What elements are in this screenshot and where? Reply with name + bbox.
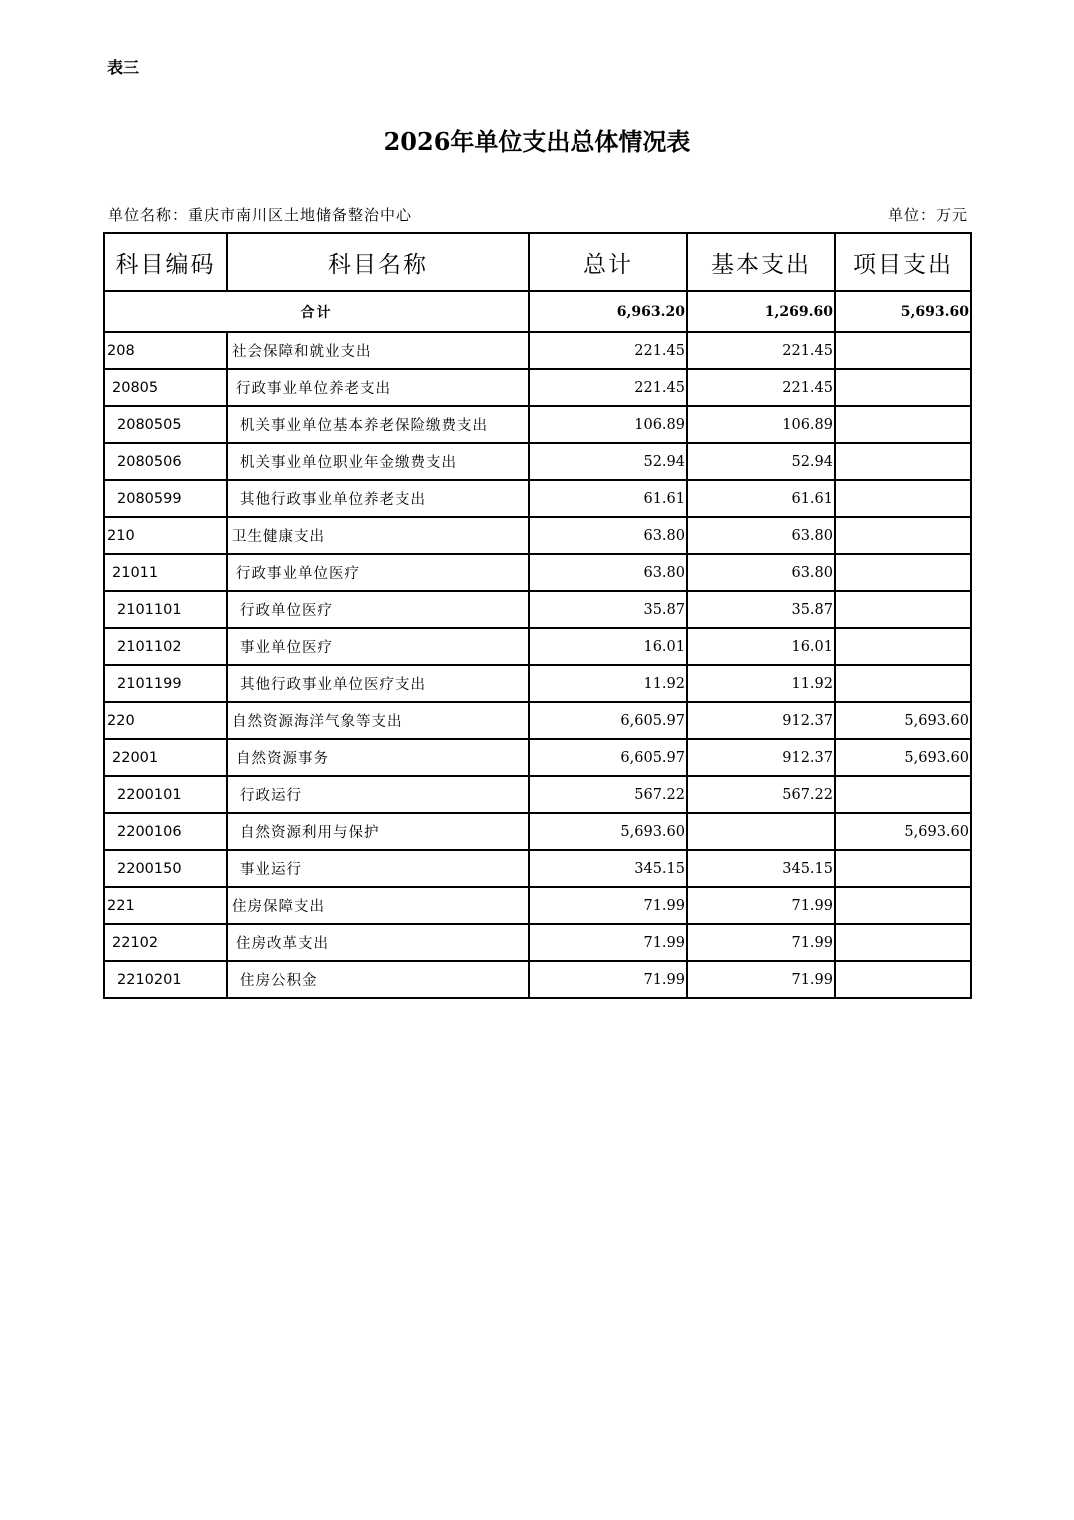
subject-code-cell: 210 <box>104 517 227 554</box>
subject-name-cell: 行政单位医疗 <box>227 591 529 628</box>
project-expenditure-cell <box>835 369 971 406</box>
total-value-cell: 61.61 <box>529 480 687 517</box>
subject-code-cell: 2080505 <box>104 406 227 443</box>
subject-name-cell: 行政事业单位养老支出 <box>227 369 529 406</box>
subject-name-cell: 卫生健康支出 <box>227 517 529 554</box>
subject-name-cell: 其他行政事业单位医疗支出 <box>227 665 529 702</box>
table-row <box>104 332 971 369</box>
subject-code-cell: 220 <box>104 702 227 739</box>
basic-expenditure-cell: 71.99 <box>687 924 835 961</box>
header-project-expenditure: 项目支出 <box>835 233 971 291</box>
project-expenditure-cell <box>835 332 971 369</box>
total-value-cell: 6,605.97 <box>529 702 687 739</box>
total-value-cell: 71.99 <box>529 887 687 924</box>
subject-code-cell: 21011 <box>104 554 227 591</box>
header-subject-name: 科目名称 <box>227 233 529 291</box>
subject-code-cell: 2200150 <box>104 850 227 887</box>
table-row <box>104 480 971 517</box>
total-value-cell: 11.92 <box>529 665 687 702</box>
table-row <box>104 813 971 850</box>
total-value-cell: 16.01 <box>529 628 687 665</box>
table-header-row <box>104 233 971 291</box>
basic-expenditure-cell: 71.99 <box>687 887 835 924</box>
project-expenditure-cell <box>835 665 971 702</box>
project-expenditure-cell <box>835 554 971 591</box>
project-expenditure-cell <box>835 961 971 998</box>
subject-name-cell: 自然资源利用与保护 <box>227 813 529 850</box>
total-value-cell: 63.80 <box>529 517 687 554</box>
subject-name-cell: 自然资源事务 <box>227 739 529 776</box>
basic-expenditure-cell: 221.45 <box>687 369 835 406</box>
subject-name-cell: 自然资源海洋气象等支出 <box>227 702 529 739</box>
table-row <box>104 702 971 739</box>
table-row <box>104 591 971 628</box>
subject-code-cell: 2200101 <box>104 776 227 813</box>
basic-expenditure-cell: 567.22 <box>687 776 835 813</box>
subject-code-cell: 2101101 <box>104 591 227 628</box>
subject-code-cell: 2080506 <box>104 443 227 480</box>
total-total-value: 6,963.20 <box>529 291 687 332</box>
basic-expenditure-cell: 221.45 <box>687 332 835 369</box>
subject-name-cell: 社会保障和就业支出 <box>227 332 529 369</box>
table-row <box>104 924 971 961</box>
total-value-cell: 345.15 <box>529 850 687 887</box>
header-subject-code: 科目编码 <box>104 233 227 291</box>
table-row <box>104 628 971 665</box>
basic-expenditure-cell: 71.99 <box>687 961 835 998</box>
project-expenditure-cell <box>835 776 971 813</box>
project-expenditure-cell <box>835 443 971 480</box>
basic-expenditure-cell: 912.37 <box>687 702 835 739</box>
subject-name-cell: 住房公积金 <box>227 961 529 998</box>
document-title: 2026年单位支出总体情况表 <box>383 127 691 156</box>
project-expenditure-cell <box>835 517 971 554</box>
table-row <box>104 406 971 443</box>
subject-code-cell: 2101199 <box>104 665 227 702</box>
basic-expenditure-cell: 106.89 <box>687 406 835 443</box>
subject-code-cell: 2080599 <box>104 480 227 517</box>
basic-expenditure-cell: 912.37 <box>687 739 835 776</box>
subject-code-cell: 22102 <box>104 924 227 961</box>
subject-code-cell: 2200106 <box>104 813 227 850</box>
table-row <box>104 517 971 554</box>
project-expenditure-cell <box>835 628 971 665</box>
basic-expenditure-cell: 345.15 <box>687 850 835 887</box>
table-row <box>104 443 971 480</box>
header-total: 总计 <box>529 233 687 291</box>
subject-name-cell: 行政事业单位医疗 <box>227 554 529 591</box>
total-value-cell: 71.99 <box>529 961 687 998</box>
table-row <box>104 887 971 924</box>
project-expenditure-cell: 5,693.60 <box>835 702 971 739</box>
subject-name-cell: 其他行政事业单位养老支出 <box>227 480 529 517</box>
subject-name-cell: 机关事业单位职业年金缴费支出 <box>227 443 529 480</box>
table-row <box>104 850 971 887</box>
total-value-cell: 221.45 <box>529 332 687 369</box>
subject-name-cell: 住房保障支出 <box>227 887 529 924</box>
total-value-cell: 71.99 <box>529 924 687 961</box>
currency-unit-label: 单位：万元 <box>887 206 968 224</box>
project-expenditure-cell <box>835 591 971 628</box>
table-row <box>104 554 971 591</box>
total-value-cell: 567.22 <box>529 776 687 813</box>
basic-expenditure-cell: 63.80 <box>687 554 835 591</box>
total-row <box>104 291 971 332</box>
total-label: 合计 <box>104 291 529 332</box>
table-row <box>104 665 971 702</box>
basic-expenditure-cell: 63.80 <box>687 517 835 554</box>
total-value-cell: 221.45 <box>529 369 687 406</box>
project-expenditure-cell: 5,693.60 <box>835 813 971 850</box>
expenditure-table <box>103 232 972 999</box>
table-row <box>104 961 971 998</box>
subject-code-cell: 2101102 <box>104 628 227 665</box>
subject-name-cell: 事业运行 <box>227 850 529 887</box>
basic-expenditure-cell: 35.87 <box>687 591 835 628</box>
subject-code-cell: 221 <box>104 887 227 924</box>
subject-name-cell: 机关事业单位基本养老保险缴费支出 <box>227 406 529 443</box>
project-expenditure-cell <box>835 887 971 924</box>
unit-name-label: 单位名称：重庆市南川区土地储备整治中心 <box>108 206 413 224</box>
subject-code-cell: 22001 <box>104 739 227 776</box>
subject-code-cell: 208 <box>104 332 227 369</box>
total-value-cell: 106.89 <box>529 406 687 443</box>
project-expenditure-cell <box>835 924 971 961</box>
basic-expenditure-cell: 11.92 <box>687 665 835 702</box>
total-value-cell: 52.94 <box>529 443 687 480</box>
total-value-cell: 6,605.97 <box>529 739 687 776</box>
total-basic-value: 1,269.60 <box>687 291 835 332</box>
project-expenditure-cell <box>835 480 971 517</box>
table-row <box>104 369 971 406</box>
table-row <box>104 776 971 813</box>
subject-code-cell: 20805 <box>104 369 227 406</box>
total-value-cell: 35.87 <box>529 591 687 628</box>
subject-code-cell: 2210201 <box>104 961 227 998</box>
project-expenditure-cell: 5,693.60 <box>835 739 971 776</box>
table-row <box>104 739 971 776</box>
table-number-label: 表三 <box>107 58 140 77</box>
basic-expenditure-cell: 52.94 <box>687 443 835 480</box>
subject-name-cell: 事业单位医疗 <box>227 628 529 665</box>
basic-expenditure-cell: 61.61 <box>687 480 835 517</box>
total-value-cell: 5,693.60 <box>529 813 687 850</box>
subject-name-cell: 行政运行 <box>227 776 529 813</box>
subject-name-cell: 住房改革支出 <box>227 924 529 961</box>
total-value-cell: 63.80 <box>529 554 687 591</box>
project-expenditure-cell <box>835 406 971 443</box>
basic-expenditure-cell: 16.01 <box>687 628 835 665</box>
project-expenditure-cell <box>835 850 971 887</box>
total-project-value: 5,693.60 <box>835 291 971 332</box>
header-basic-expenditure: 基本支出 <box>687 233 835 291</box>
basic-expenditure-cell <box>687 813 835 850</box>
